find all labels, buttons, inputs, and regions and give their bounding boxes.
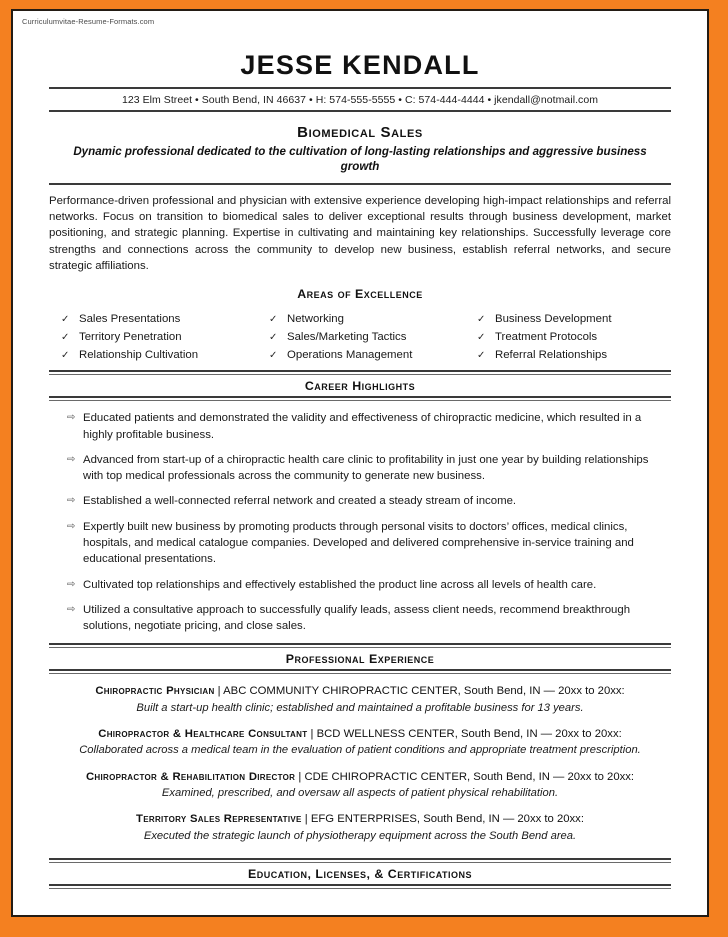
experience-list	[49, 684, 671, 843]
job-meta: | EFG ENTERPRISES, South Bend, IN — 20xx to 20xx:	[301, 813, 584, 826]
objective-tagline: Dynamic professional dedicated to the cultivation of long-lasting relationships and aggressive business growth	[73, 144, 647, 173]
area-item	[477, 347, 671, 364]
area-item	[477, 311, 671, 328]
job-meta: | ABC COMMUNITY CHIROPRACTIC CENTER, South Bend, IN — 20xx to 20xx:	[214, 685, 625, 698]
highlight-item	[49, 493, 671, 509]
arrow-bullet-icon: ⇨	[67, 603, 76, 615]
experience-entry	[49, 727, 671, 759]
area-label: Territory Penetration	[79, 330, 182, 343]
arrow-bullet-icon: ⇨	[67, 412, 76, 424]
area-item	[61, 347, 255, 364]
area-item	[61, 329, 255, 346]
experience-entry	[49, 770, 671, 802]
contact-line: 123 Elm Street • South Bend, IN 46637 • H: 574-555-5555 • C: 574-444-4444 • jkendall@notmail.com	[121, 93, 599, 106]
highlight-item	[49, 452, 671, 485]
professional-summary: Performance-driven professional and physician with extensive experience developing high-impact relationships and referral networks. Focus on transition to biomedical sales to deliver exceptional results through business development, market positioning, and strategic planning. Expertise in cultivating and maintaining key relationships. Successfully leverage core strengths and connections across the community to develop new business, establish referral networks, and secure strategic affiliations.	[49, 194, 671, 272]
highlight-item	[49, 577, 671, 593]
highlight-item	[49, 410, 671, 443]
highlight-text: Utilized a consultative approach to successfully qualify leads, assess client needs, recommend breakthrough solutions, negotiate pricing, and close sales.	[83, 603, 631, 633]
check-icon: ✓	[269, 349, 278, 361]
areas-column-1	[49, 311, 255, 364]
highlight-text: Established a well-connected referral network and created a steady stream of income.	[83, 495, 517, 508]
job-meta: | BCD WELLNESS CENTER, South Bend, IN — 20xx to 20xx:	[307, 728, 622, 741]
area-label: Sales/Marketing Tactics	[287, 330, 407, 343]
job-title: Chiropractic Physician	[95, 685, 215, 698]
area-label: Sales Presentations	[79, 313, 181, 326]
check-icon: ✓	[477, 349, 486, 361]
check-icon: ✓	[269, 314, 278, 326]
job-description: Examined, prescribed, and oversaw all aspects of patient physical rehabilitation.	[161, 787, 559, 800]
highlight-item	[49, 519, 671, 568]
area-item	[269, 347, 463, 364]
job-description: Built a start-up health clinic; established and maintained a profitable business for 13 years.	[136, 701, 584, 714]
career-highlights-list	[49, 410, 671, 634]
highlight-text: Expertly built new business by promoting products through personal visits to doctors’ offices, medical clinics, hospitals, and medical catalogue companies. Developed and delivered comprehensive in-service training and educational presentations.	[83, 520, 634, 566]
header-rule-bottom	[49, 110, 671, 112]
area-label: Networking	[287, 313, 344, 326]
areas-column-2	[255, 311, 463, 364]
areas-of-excellence	[49, 311, 671, 364]
check-icon: ✓	[477, 314, 486, 326]
job-title: Chiropractor & Healthcare Consultant	[98, 728, 308, 741]
education-section	[49, 858, 671, 889]
experience-heading: Professional Experience	[285, 652, 435, 667]
job-title: Chiropractor & Rehabilitation Director	[85, 770, 296, 783]
job-meta: | CDE CHIROPRACTIC CENTER, South Bend, IN — 20xx to 20xx:	[295, 770, 635, 783]
area-label: Treatment Protocols	[495, 330, 598, 343]
area-label: Referral Relationships	[495, 348, 608, 361]
area-label: Operations Management	[287, 348, 413, 361]
experience-rule-bottom	[49, 669, 671, 674]
highlights-rule-bottom	[49, 396, 671, 401]
area-item	[269, 329, 463, 346]
arrow-bullet-icon: ⇨	[67, 578, 76, 590]
job-title: Territory Sales Representative	[136, 813, 302, 826]
highlight-item	[49, 602, 671, 635]
area-label: Relationship Cultivation	[79, 348, 199, 361]
arrow-bullet-icon: ⇨	[67, 453, 76, 465]
education-heading: Education, Licenses, & Certifications	[247, 866, 473, 881]
highlight-text: Educated patients and demonstrated the validity and effectiveness of chiropractic medicine, which resulted in a highly profitable business.	[83, 412, 642, 441]
arrow-bullet-icon: ⇨	[67, 495, 76, 507]
resume-page	[11, 9, 709, 917]
job-description: Executed the strategic launch of physiotherapy equipment across the South Bend area.	[143, 829, 577, 842]
candidate-name: JESSE KENDALL	[240, 50, 480, 80]
areas-column-3	[463, 311, 671, 364]
check-icon: ✓	[61, 331, 70, 343]
objective-rule	[49, 183, 671, 185]
highlights-heading: Career Highlights	[304, 379, 416, 394]
check-icon: ✓	[61, 314, 70, 326]
area-label: Business Development	[495, 313, 612, 326]
arrow-bullet-icon: ⇨	[67, 520, 76, 532]
check-icon: ✓	[269, 331, 278, 343]
job-description: Collaborated across a medical team in the evaluation of patient conditions and appropriate treatment prescription.	[79, 744, 641, 757]
area-item	[269, 311, 463, 328]
source-watermark: Curriculumvitae-Resume-Formats.com	[22, 17, 155, 26]
experience-entry	[49, 684, 671, 716]
experience-entry	[49, 812, 671, 844]
highlight-text: Cultivated top relationships and effectively established the product line across all levels of health care.	[83, 578, 597, 591]
areas-heading: Areas of Excellence	[297, 287, 423, 302]
area-item	[477, 329, 671, 346]
check-icon: ✓	[61, 349, 70, 361]
highlight-text: Advanced from start-up of a chiropractic health care clinic to profitability in just one year by building relationships with top medical professionals across the community to generate new business.	[83, 453, 649, 483]
area-item	[61, 311, 255, 328]
education-rule-bottom	[49, 884, 671, 889]
check-icon: ✓	[477, 331, 486, 343]
objective-title: Biomedical Sales	[297, 123, 423, 141]
